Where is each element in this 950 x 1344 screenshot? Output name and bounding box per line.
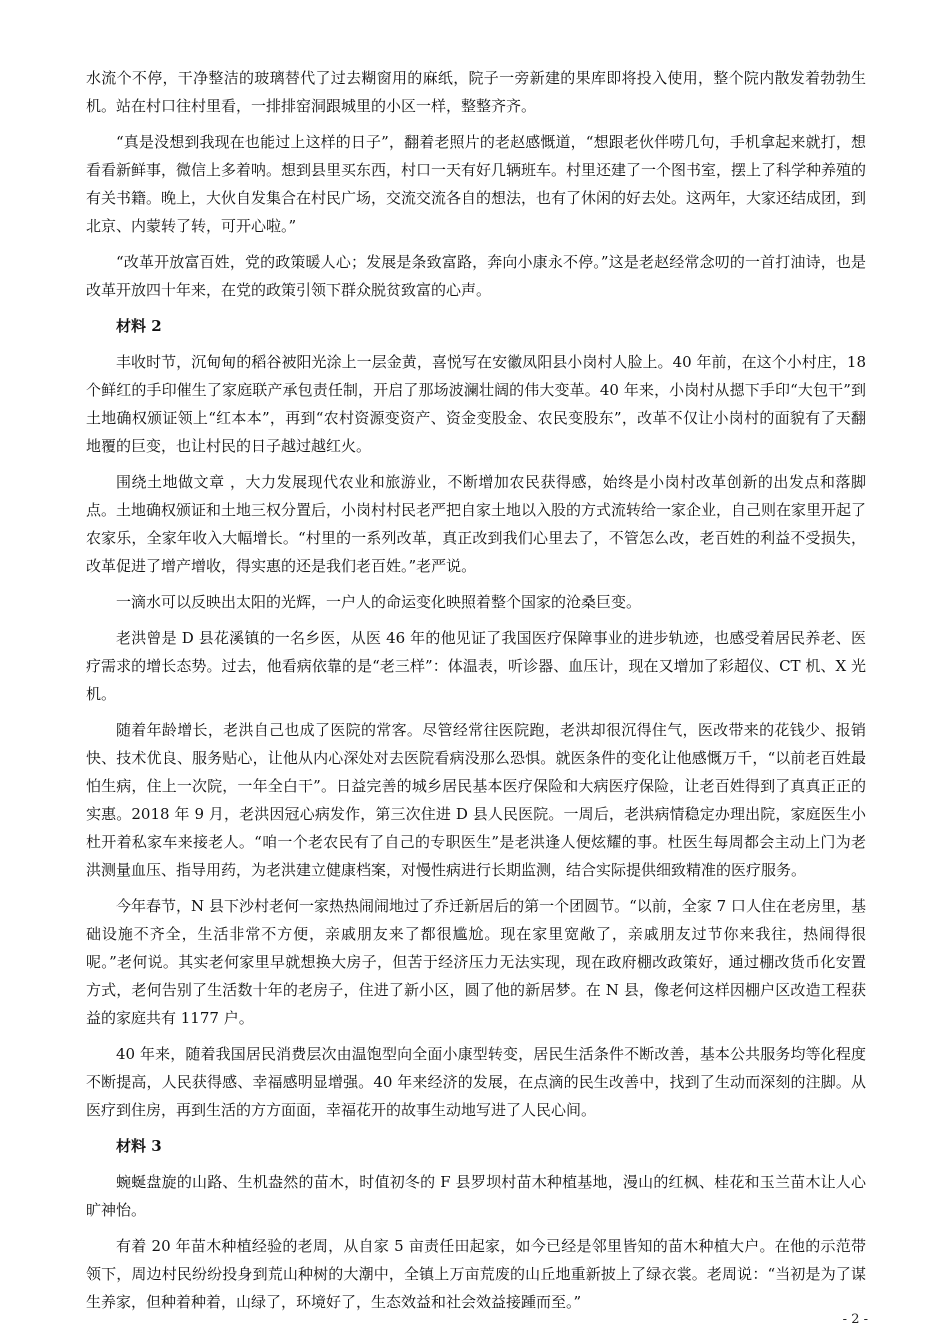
section-heading-material-2: 材料 2 <box>116 317 162 335</box>
paragraph: 今年春节，N 县下沙村老何一家热热闹闹地过了乔迁新居后的第一个团圆节。“以前，全家 7 口人住在老房里，基础设施不齐全，生活非常不方便，亲戚朋友来了都很尴尬。现在家里宽敞了，亲戚朋友过节你来我往，热闹得很呢。”老何说。其实老何家里早就想换大房子，但苦于经济压力无法实现，现在政府棚改政策好，通过棚改货币化安置方式，老何告别了生活数十年的老房子，住进了新小区，圆了他的新居梦。在 N 县，像老何这样因棚户区改造工程获益的家庭共有 1177 户。 <box>86 897 866 1027</box>
paragraph: 蜿蜒盘旋的山路、生机盎然的苗木，时值初冬的 F 县罗坝村苗木种植基地，漫山的红枫、桂花和玉兰苗木让人心旷神怡。 <box>86 1173 866 1219</box>
document-body <box>86 64 866 1324</box>
page-number: - 2 - <box>842 1312 868 1327</box>
paragraph: 一滴水可以反映出太阳的光辉，一户人的命运变化映照着整个国家的沧桑巨变。 <box>116 593 642 611</box>
paragraph: 老洪曾是 D 县花溪镇的一名乡医，从医 46 年的他见证了我国医疗保障事业的进步轨迹，也感受着居民养老、医疗需求的增长态势。过去，他看病依靠的是“老三样”：体温表，听诊器、血压计，现在又增加了彩超仪、CT 机、X 光机。 <box>86 629 866 703</box>
paragraph: 丰收时节，沉甸甸的稻谷被阳光涂上一层金黄，喜悦写在安徽凤阳县小岗村人脸上。40 年前，在这个小村庄，18 个鲜红的手印催生了家庭联产承包责任制，开启了那场波澜壮阔的伟大变革。40 年来，小岗村从摁下手印“大包干”到土地确权颁证领上“红本本”，再到“农村资源变资产、资金变股金、农民变股东”，改革不仅让小岗村的面貌有了天翻地覆的巨变，也让村民的日子越过越红火。 <box>86 353 866 455</box>
paragraph: “改革开放富百姓，党的政策暖人心；发展是条致富路，奔向小康永不停。”这是老赵经常念叨的一首打油诗，也是改革开放四十年来，在党的政策引领下群众脱贫致富的心声。 <box>86 253 866 299</box>
paragraph: 水流个不停，干净整洁的玻璃替代了过去糊窗用的麻纸，院子一旁新建的果库即将投入使用，整个院内散发着勃勃生机。站在村口往村里看，一排排窑洞跟城里的小区一样，整整齐齐。 <box>86 69 866 115</box>
paragraph: 40 年来，随着我国居民消费层次由温饱型向全面小康型转变，居民生活条件不断改善，基本公共服务均等化程度不断提高，人民获得感、幸福感明显增强。40 年来经济的发展，在点滴的民生改善中，找到了生动而深刻的注脚。从医疗到住房，再到生活的方方面面，幸福花开的故事生动地写进了人民心间。 <box>86 1045 866 1119</box>
paragraph: 围绕土地做文章 ，大力发展现代农业和旅游业，不断增加农民获得感，始终是小岗村改革创新的出发点和落脚点。土地确权颁证和土地三权分置后，小岗村村民老严把自家土地以入股的方式流转给一家企业，自己则在家里开起了农家乐，全家年收入大幅增长。“村里的一系列改革，真正改到我们心里去了，不管怎么改，老百姓的利益不受损失，改革促进了增产增收，得实惠的还是我们老百姓。”老严说。 <box>86 473 867 575</box>
paragraph: “真是没想到我现在也能过上这样的日子”，翻着老照片的老赵感慨道，“想跟老伙伴唠几句，手机拿起来就打，想看看新鲜事，微信上多着呐。想到县里买东西，村口一天有好几辆班车。村里还建了一个图书室，摆上了科学种养殖的有关书籍。晚上，大伙自发集合在村民广场，交流交流各自的想法，也有了休闲的好去处。这两年，大家还结成团，到北京、内蒙转了转，可开心啦。” <box>86 133 867 235</box>
paragraph: 有着 20 年苗木种植经验的老周，从自家 5 亩责任田起家，如今已经是邻里皆知的苗木种植大户。在他的示范带领下，周边村民纷纷投身到荒山种树的大潮中，全镇上万亩荒废的山丘地重新披上了绿衣裳。老周说：“当初是为了谋生养家，但种着种着，山绿了，环境好了，生态效益和社会效益接踵而至。” <box>86 1237 866 1311</box>
paragraph: 随着年龄增长，老洪自己也成了医院的常客。尽管经常往医院跑，老洪却很沉得住气，医改带来的花钱少、报销快、技术优良、服务贴心，让他从内心深处对去医院看病没那么恐惧。就医条件的变化让他感慨万千，“以前老百姓最怕生病，住上一次院，一年全白干”。日益完善的城乡居民基本医疗保险和大病医疗保险，让老百姓得到了真真正正的实惠。2018 年 9 月，老洪因冠心病发作，第三次住进 D 县人民医院。一周后，老洪病情稳定办理出院，家庭医生小杜开着私家车来接老人。“咱一个老农民有了自己的专职医生”是老洪逢人便炫耀的事。杜医生每周都会主动上门为老洪测量血压、指导用药，为老洪建立健康档案，对慢性病进行长期监测，结合实际提供细致精准的医疗服务。 <box>86 721 866 879</box>
section-heading-material-3: 材料 3 <box>116 1137 162 1155</box>
